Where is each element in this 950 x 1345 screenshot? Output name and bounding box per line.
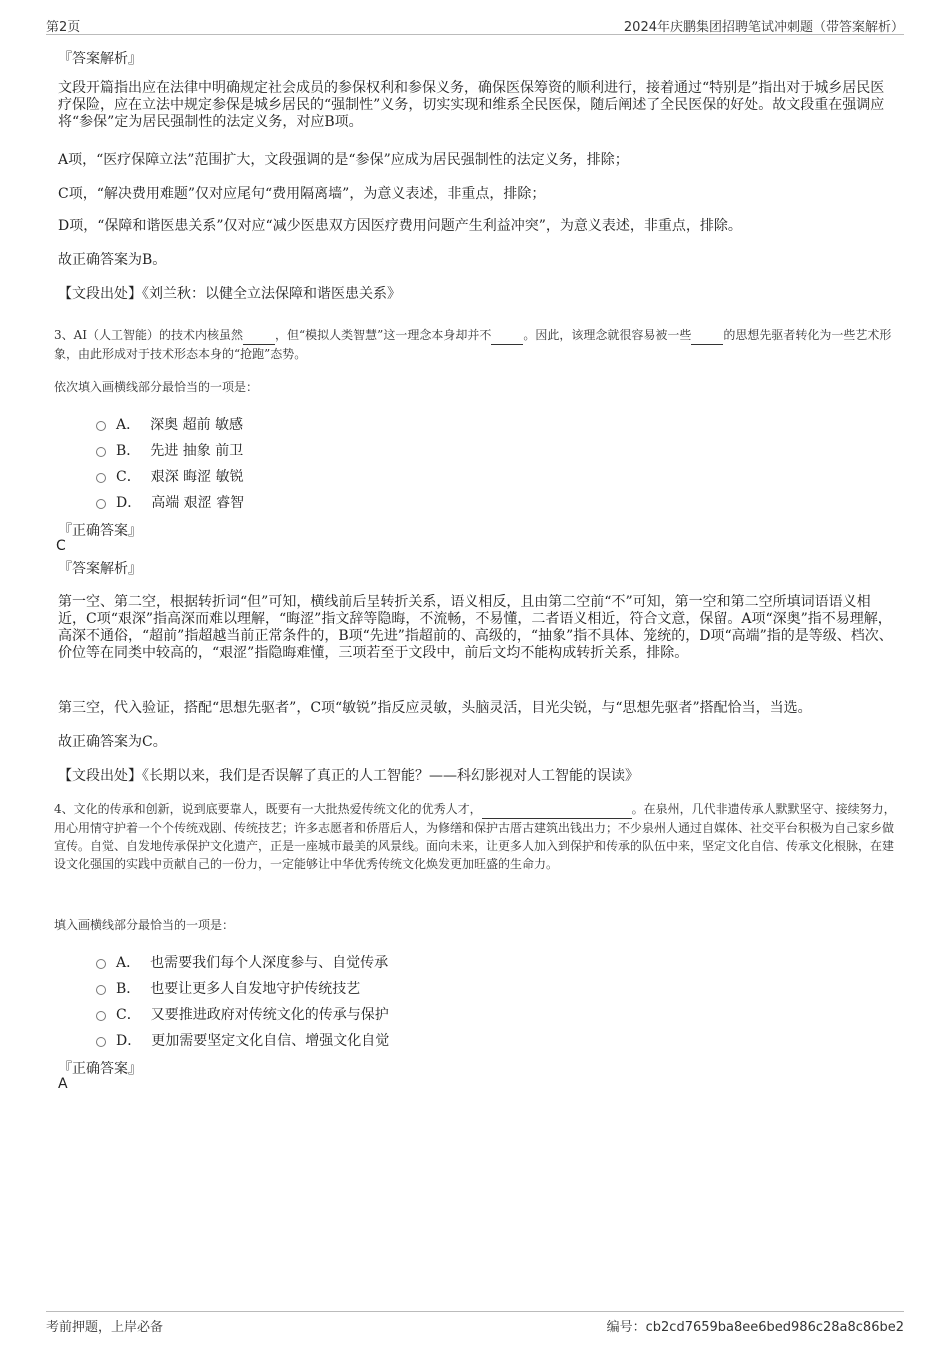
footer-code: 编号：cb2cd7659ba8ee6bed986c28a8c86be2 bbox=[606, 1320, 904, 1335]
q3-analysis-para2: 第三空，代入验证，搭配“思想先驱者”，C项“敏锐”指反应灵敏，头脑灵活，目光尖锐，与“思想先驱者”搭配恰当，当选。 bbox=[58, 700, 812, 716]
q2-analysis-para3: C项，“解决费用难题”仅对应尾句“费用隔离墙”，为意义表述，非重点，排除； bbox=[58, 186, 546, 202]
q4-option-a[interactable]: A． 也需要我们每个人深度参与、自觉传承 bbox=[96, 952, 388, 972]
footer-slogan: 考前押题，上岸必备 bbox=[46, 1320, 164, 1335]
radio-icon[interactable] bbox=[96, 985, 106, 995]
page-footer bbox=[46, 1311, 904, 1336]
q4-stem: 4、文化的传承和创新，说到底要靠人，既要有一大批热爱传统文化的优秀人才， 。在泉州，几代非遗传承人默默坚守、接续努力，用心用情守护着一个个传统戏剧、传统技艺；许多志愿者和侨厝后人，为修缮和保护古厝古建筑出钱出力；不少泉州人通过自媒体、社交平台积极为自己家乡做宣传。自觉、自发地传承保护文化遗产，正是一座城市最美的风景线。面向未来，让更多人加入到保护和传承的队伍中来，坚定文化自信、传承文化根脉，在建设文化强国的实践中贡献自己的一份力，一定能够让中华优秀传统文化焕发更加旺盛的生命力。 bbox=[54, 802, 896, 871]
q3-option-d[interactable]: D． 高端 艰涩 睿智 bbox=[96, 492, 244, 512]
page-number: 第2页 bbox=[46, 20, 81, 35]
q2-source: 【文段出处】《刘兰秋：以健全立法保障和谐医患关系》 bbox=[58, 286, 401, 302]
q2-analysis-para4: D项，“保障和谐医患关系”仅对应“减少医患双方因医疗费用问题产生利益冲突”，为意义表述，非重点，排除。 bbox=[58, 218, 742, 234]
q2-analysis-para2: A项，“医疗保障立法”范围扩大，文段强调的是“参保”应成为居民强制性的法定义务，排除； bbox=[58, 152, 629, 168]
q4-option-c[interactable]: C． 又要推进政府对传统文化的传承与保护 bbox=[96, 1004, 389, 1024]
radio-icon[interactable] bbox=[96, 473, 106, 483]
radio-icon[interactable] bbox=[96, 499, 106, 509]
blank-1 bbox=[243, 326, 275, 345]
radio-icon[interactable] bbox=[96, 1037, 106, 1047]
blank-4 bbox=[482, 800, 632, 819]
q3-option-a[interactable]: A． 深奥 超前 敏感 bbox=[96, 414, 243, 434]
q3-correct-label: 『正确答案』 bbox=[58, 523, 142, 539]
q2-conclusion: 故正确答案为B。 bbox=[58, 252, 167, 268]
blank-3 bbox=[691, 326, 723, 345]
blank-2 bbox=[491, 326, 523, 345]
q4-correct-label: 『正确答案』 bbox=[58, 1061, 142, 1077]
q4-correct-answer: A bbox=[58, 1076, 68, 1092]
q2-analysis-para1: 文段开篇指出应在法律中明确规定社会成员的参保权利和参保义务，确保医保筹资的顺利进行，接着通过“特别是”指出对于城乡居民医疗保险，应在立法中规定参保是城乡居民的“强制性”义务，切实实现和维系全民医保，随后阐述了全民医保的好处。故文段重在强调应将“参保”定为居民强制性的法定义务，对应B项。 bbox=[58, 80, 885, 130]
q3-conclusion: 故正确答案为C。 bbox=[58, 734, 167, 750]
q4-option-b[interactable]: B． 也要让更多人自发地守护传统技艺 bbox=[96, 978, 360, 998]
q2-analysis-label: 『答案解析』 bbox=[58, 51, 142, 67]
q3-analysis-para1: 第一空、第二空，根据转折词“但”可知，横线前后呈转折关系，语义相反，且由第二空前“不”可知，第一空和第二空所填词语语义相近，C项“艰深”指高深而难以理解，“晦涩”指文辞等隐晦，不流畅，不易懂，二者语义相近，符合文意，保留。A项“深奥”指不易理解，高深不通俗，“超前”指超越当前正常条件的，B项“先进”指超前的、高级的，“抽象”指不具体、笼统的，D项“高端”指的是等级、档次、价位等在同类中较高的，“艰涩”指隐晦难懂，三项若至于文段中，前后文均不能构成转折关系，排除。 bbox=[58, 594, 893, 661]
q3-source: 【文段出处】《长期以来，我们是否误解了真正的人工智能？——科幻影视对人工智能的误读》 bbox=[58, 768, 639, 784]
radio-icon[interactable] bbox=[96, 447, 106, 457]
q4-prompt: 填入画横线部分最恰当的一项是： bbox=[54, 918, 235, 932]
q3-prompt: 依次填入画横线部分最恰当的一项是： bbox=[54, 380, 259, 394]
radio-icon[interactable] bbox=[96, 1011, 106, 1021]
q3-option-b[interactable]: B． 先进 抽象 前卫 bbox=[96, 440, 243, 460]
radio-icon[interactable] bbox=[96, 421, 106, 431]
page-header bbox=[46, 10, 904, 35]
document-title: 2024年庆鹏集团招聘笔试冲刺题（带答案解析） bbox=[623, 20, 904, 35]
q3-option-c[interactable]: C． 艰深 晦涩 敏锐 bbox=[96, 466, 244, 486]
q3-stem: 3、AI（人工智能）的技术内核虽然 ，但“模拟人类智慧”这一理念本身却并不 。因此，该理念就很容易被一些 的思想先驱者转化为一些艺术形象，由此形成对于技术形态本身的“抢跑”态势。 bbox=[54, 328, 892, 361]
radio-icon[interactable] bbox=[96, 959, 106, 969]
q3-correct-answer: C bbox=[56, 538, 66, 554]
q4-option-d[interactable]: D． 更加需要坚定文化自信、增强文化自觉 bbox=[96, 1030, 389, 1050]
q3-analysis-label: 『答案解析』 bbox=[58, 561, 142, 577]
